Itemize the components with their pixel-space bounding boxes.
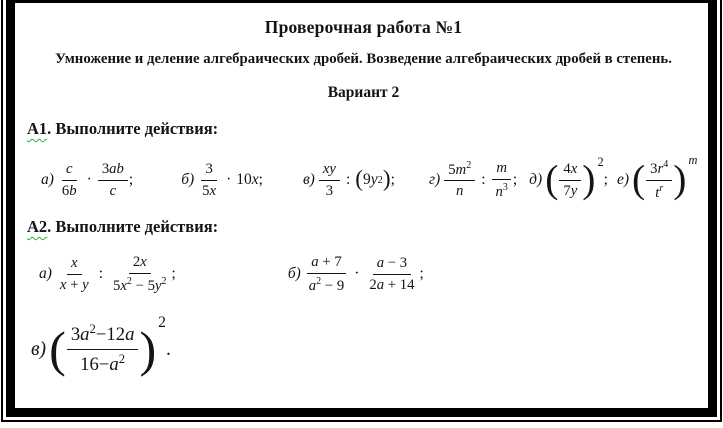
variant-label: Вариант 2 <box>327 84 400 101</box>
fraction: $\frac{a + 7}{a^2 - 9}$ <box>308 254 345 294</box>
section-a1-heading-text: . Выполните действия: <box>47 119 219 138</box>
parenthesized-group <box>545 154 604 202</box>
fraction: $\frac{3a^2-12a}{16-a^2}$ <box>67 322 139 375</box>
group-exponent: 2 <box>158 314 167 332</box>
parenthesized-group <box>49 314 167 377</box>
left-paren: ( <box>49 320 66 377</box>
exercise-row-a1 <box>27 145 700 215</box>
exercise-item <box>41 161 133 199</box>
math-expression: $\frac{xy}{3}$ : ( 9 y 2 ) ; <box>318 161 395 199</box>
section-a2-heading <box>27 217 700 237</box>
operator: : <box>98 265 104 282</box>
math-expression: ( $\frac{4x}{7y}$ ) 2 ; <box>545 154 608 202</box>
fraction: $\frac{3r^4}{t^r}$ <box>646 159 672 201</box>
fraction: $\frac{m}{n^3}$ <box>492 160 512 200</box>
group-exponent: m <box>688 152 698 167</box>
exercise-item <box>31 314 171 377</box>
group-exponent: 2 <box>597 154 604 169</box>
section-a1-number: А1 <box>27 119 48 138</box>
fraction: $\frac{3}{5x}$ <box>202 161 217 199</box>
item-label: а) <box>41 171 54 188</box>
exercise-item <box>39 254 176 294</box>
math-expression: $\frac{3}{5x}$ · 10 x ; <box>197 161 263 199</box>
item-label: е) <box>616 171 629 188</box>
fraction: $\frac{4x}{7y}$ <box>559 161 581 199</box>
item-label: в) <box>31 337 47 360</box>
math-expression: $\frac{c}{6b}$ · $\frac{3ab}{c}$ ; <box>57 161 133 199</box>
worksheet-title: Проверочная работа №1 <box>264 17 463 37</box>
exercise-item <box>288 254 424 294</box>
math-expression <box>632 152 698 202</box>
item-label: в) <box>302 171 315 188</box>
fraction: $\frac{a - 3}{2a + 14}$ <box>369 255 415 293</box>
math-expression: ( $\frac{3a^2-12a}{16-a^2}$ ) 2 . <box>49 314 171 377</box>
item-label: б) <box>181 171 195 188</box>
section-a1-heading <box>27 119 700 139</box>
fraction: $\frac{xy}{3}$ <box>319 161 340 199</box>
fraction: $\frac{3ab}{c}$ <box>98 161 128 199</box>
operator: · <box>226 171 232 188</box>
item-label: д) <box>529 171 543 188</box>
right-paren: ) <box>582 157 596 202</box>
exercise-item <box>616 152 698 202</box>
exercise-item <box>529 154 608 202</box>
fraction: $\frac{c}{6b}$ <box>61 161 77 199</box>
parenthesized-group: ( 9 y 2 ) <box>355 166 391 193</box>
section-a2-heading-text: . Выполните действия: <box>47 217 219 236</box>
left-paren: ( <box>632 157 646 202</box>
right-paren: ) <box>382 166 391 193</box>
item-label: б) <box>287 265 301 282</box>
operator: : <box>481 171 486 188</box>
math-expression: $\frac{5m^2}{n}$ : $\frac{m}{n^3}$ ; <box>443 160 517 200</box>
operator: · <box>354 265 360 282</box>
section-a2-number: А2 <box>27 217 48 236</box>
right-paren: ) <box>139 320 157 377</box>
operator: : <box>345 171 351 188</box>
fraction: $\frac{x}{x + y}$ <box>59 255 89 293</box>
right-paren: ) <box>673 157 687 202</box>
parenthesized-group <box>632 152 698 202</box>
worksheet-content <box>15 3 706 411</box>
left-paren: ( <box>545 157 559 202</box>
exercise-row-a2-continued <box>27 313 700 385</box>
item-label: г) <box>428 171 441 188</box>
operator: · <box>86 171 92 188</box>
math-expression: $\frac{x}{x + y}$ : $\frac{2x}{5x^2 - 5y^2}$ ; <box>55 254 176 294</box>
fraction: $\frac{5m^2}{n}$ <box>444 160 475 200</box>
item-label: а) <box>39 265 52 282</box>
math-expression: $\frac{a + 7}{a^2 - 9}$ · $\frac{a - 3}{2a + 14}$ ; <box>304 254 424 294</box>
exercise-item <box>181 161 263 199</box>
fraction: $\frac{2x}{5x^2 - 5y^2}$ <box>113 254 167 294</box>
exercise-item <box>429 160 517 200</box>
exercise-row-a2 <box>27 243 700 305</box>
worksheet-subtitle: Умножение и деление алгебраических дробей. Возведение алгебраических дробей в степень. <box>55 51 672 67</box>
left-paren: ( <box>355 166 363 193</box>
exercise-item <box>303 161 395 199</box>
